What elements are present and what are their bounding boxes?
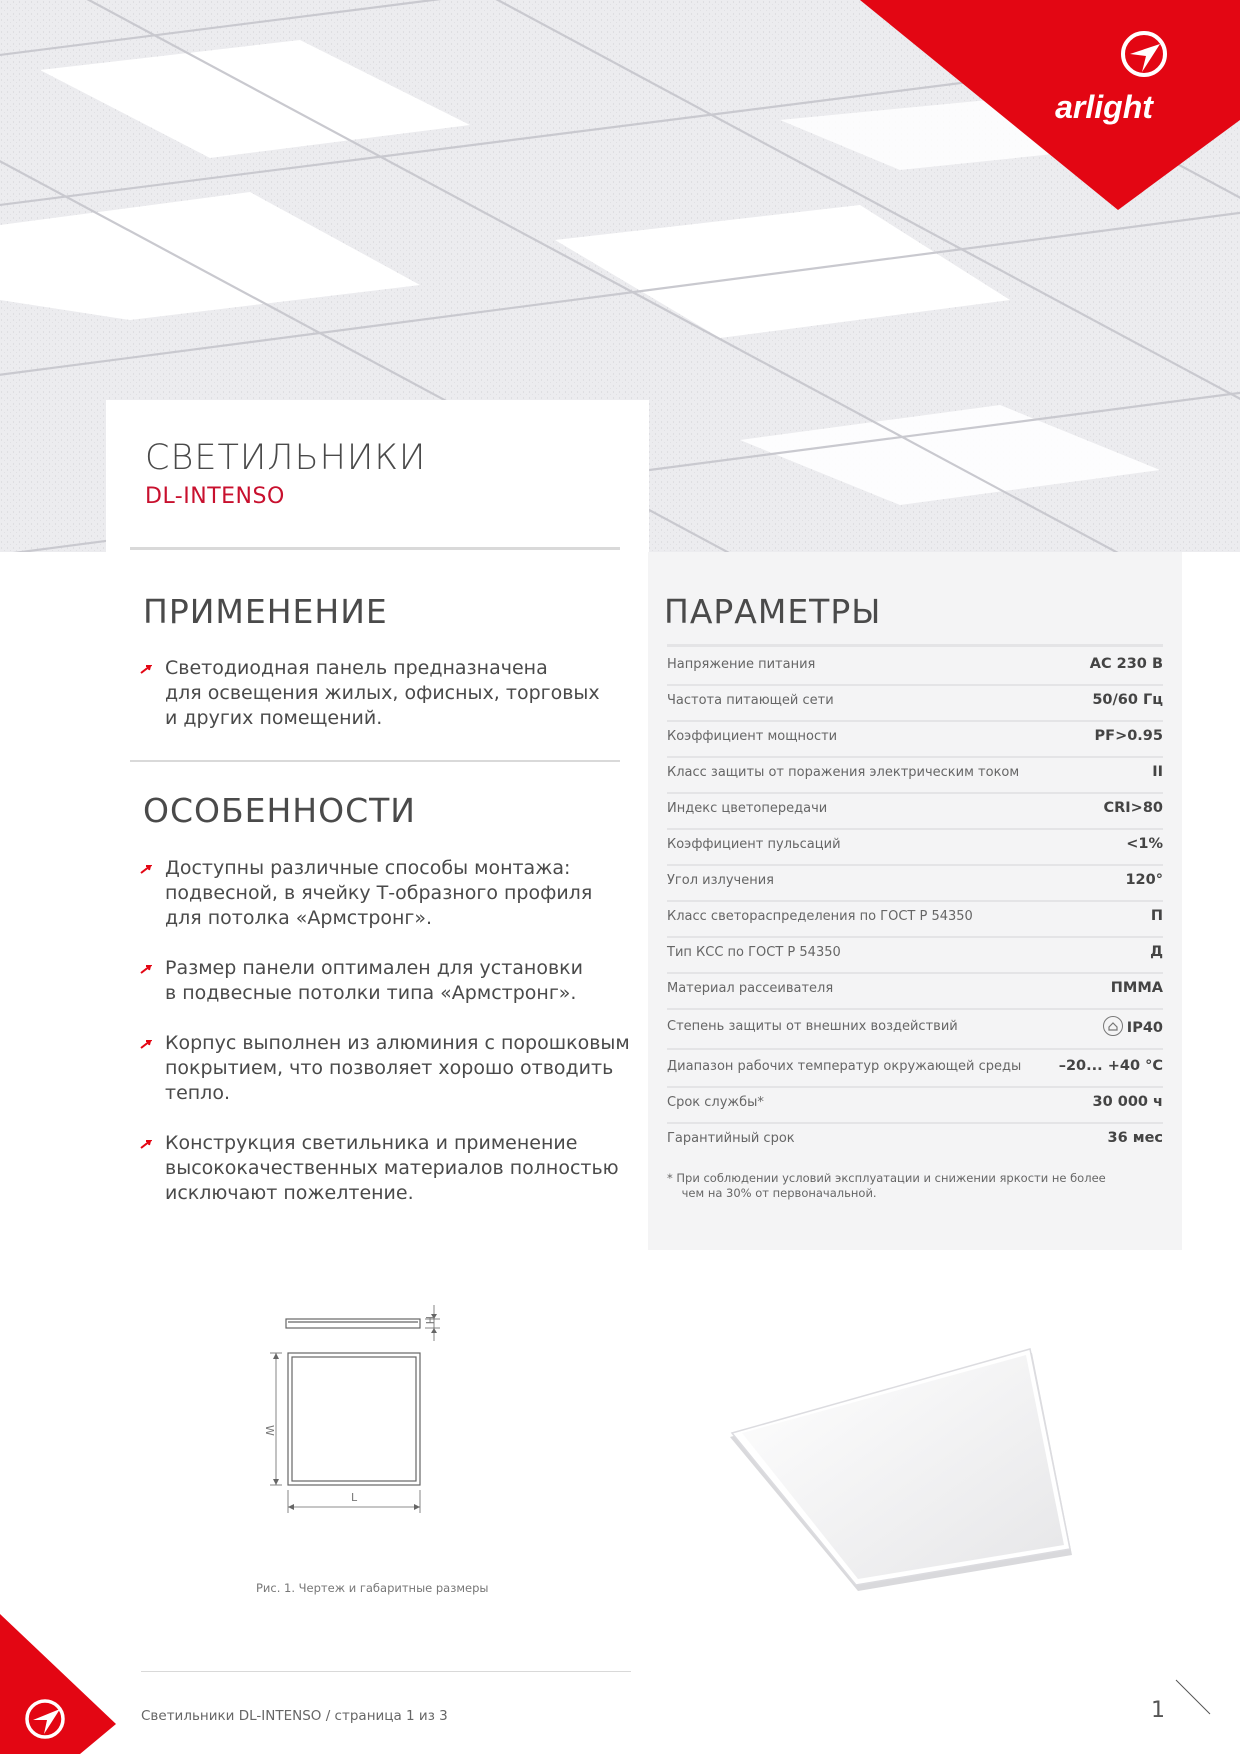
param-row [667,756,1163,794]
application-item [143,656,633,734]
feature-line: исключают пожелтение. [165,1182,414,1204]
param-row [667,648,1163,686]
parameters-heading: ПАРАМЕТРЫ [664,592,882,631]
param-value: <1% [1126,836,1163,852]
param-value: 120° [1125,872,1163,888]
footnote-line: чем на 30% от первоначальной. [667,1186,877,1200]
feature-item [143,856,633,934]
param-label: Напряжение питания [667,657,816,672]
param-value: 30 000 ч [1092,1094,1163,1110]
param-label: Класс защиты от поражения электрическим током [667,765,1020,780]
param-value: П [1150,908,1163,924]
page-corner-line [1174,1678,1214,1722]
product-image [720,1345,1140,1595]
feature-item [143,956,633,1008]
param-value: AC 230 В [1089,656,1163,672]
feature-line: для потолка «Армстронг». [165,907,433,929]
param-row [667,1050,1163,1088]
param-value: Д [1150,944,1163,960]
feature-item [143,1031,633,1109]
bullet-arrow-icon [140,1039,152,1049]
param-label: Угол излучения [667,873,774,888]
param-label: Класс светораспределения по ГОСТ Р 54350 [667,909,973,924]
application-line: и других помещений. [165,707,383,729]
param-row [667,720,1163,758]
param-value: CRI>80 [1103,800,1163,816]
feature-line: Доступны различные способы монтажа: [165,857,571,879]
param-value: ПММА [1110,980,1163,996]
param-row [667,684,1163,722]
footer-divider [141,1671,631,1672]
bullet-arrow-icon [140,1139,152,1149]
feature-line: покрытием, что позволяет хорошо отводить [165,1057,614,1079]
footnote-line: * При соблюдении условий эксплуатации и снижении яркости не более [667,1171,1106,1185]
feature-item [143,1131,633,1209]
ip-protection-icon [1103,1016,1123,1036]
param-label: Коэффициент пульсаций [667,837,841,852]
feature-line: тепло. [165,1082,230,1104]
param-row [667,792,1163,830]
feature-line: подвесной, в ячейку Т-образного профиля [165,882,593,904]
param-row [667,1086,1163,1124]
param-row [667,1010,1163,1050]
footer-text: Светильники DL-INTENSO / страница 1 из 3 [141,1708,448,1724]
param-label: Степень защиты от внешних воздействий [667,1019,958,1034]
param-label: Срок службы* [667,1095,764,1110]
param-value: PF>0.95 [1094,728,1163,744]
dimension-label-h: H [423,1316,436,1325]
param-row [667,972,1163,1010]
param-value: IP40 [1126,1020,1163,1036]
product-series: DL-INTENSO [145,484,285,509]
brand-logo-text: arlight [1055,89,1153,125]
feature-line: высококачественных материалов полностью [165,1157,619,1179]
parameters-header-rule [667,644,1163,647]
param-value: 50/60 Гц [1092,692,1163,708]
param-value: –20... +40 °С [1058,1058,1163,1074]
param-label: Коэффициент мощности [667,729,838,744]
feature-line: в подвесные потолки типа «Армстронг». [165,982,577,1004]
dimension-drawing [250,1285,450,1525]
dimension-label-w: W [263,1425,276,1436]
param-row [667,1122,1163,1158]
param-row [667,828,1163,866]
application-line: Светодиодная панель предназначена [165,657,548,679]
dimension-label-l: L [351,1491,358,1504]
param-value: II [1152,764,1163,780]
divider [130,547,620,550]
brand-logo [1030,20,1210,130]
param-label: Тип КСС по ГОСТ Р 54350 [667,945,841,960]
param-label: Частота питающей сети [667,693,834,708]
document-title: СВЕТИЛЬНИКИ [145,438,427,478]
param-label: Индекс цветопередачи [667,801,828,816]
divider [130,760,620,762]
param-row [667,864,1163,902]
param-label: Материал рассеивателя [667,981,834,996]
bullet-arrow-icon [140,664,152,674]
feature-line: Конструкция светильника и применение [165,1132,578,1154]
footer-logo [0,1614,120,1754]
application-line: для освещения жилых, офисных, торговых [165,682,600,704]
param-row [667,900,1163,938]
bullet-arrow-icon [140,864,152,874]
bullet-arrow-icon [140,964,152,974]
param-row [667,936,1163,974]
feature-line: Размер панели оптимален для установки [165,957,583,979]
param-label: Гарантийный срок [667,1131,795,1146]
page-number: 1 [1151,1698,1165,1723]
features-heading: ОСОБЕННОСТИ [143,791,416,830]
feature-line: Корпус выполнен из алюминия с порошковым [165,1032,630,1054]
application-heading: ПРИМЕНЕНИЕ [143,592,388,631]
figure-caption: Рис. 1. Чертеж и габаритные размеры [256,1581,489,1595]
param-value: 36 мес [1107,1130,1163,1146]
parameters-footnote [667,1171,1127,1201]
param-value-with-icon [1103,1018,1163,1038]
param-label: Диапазон рабочих температур окружающей среды [667,1059,1022,1074]
